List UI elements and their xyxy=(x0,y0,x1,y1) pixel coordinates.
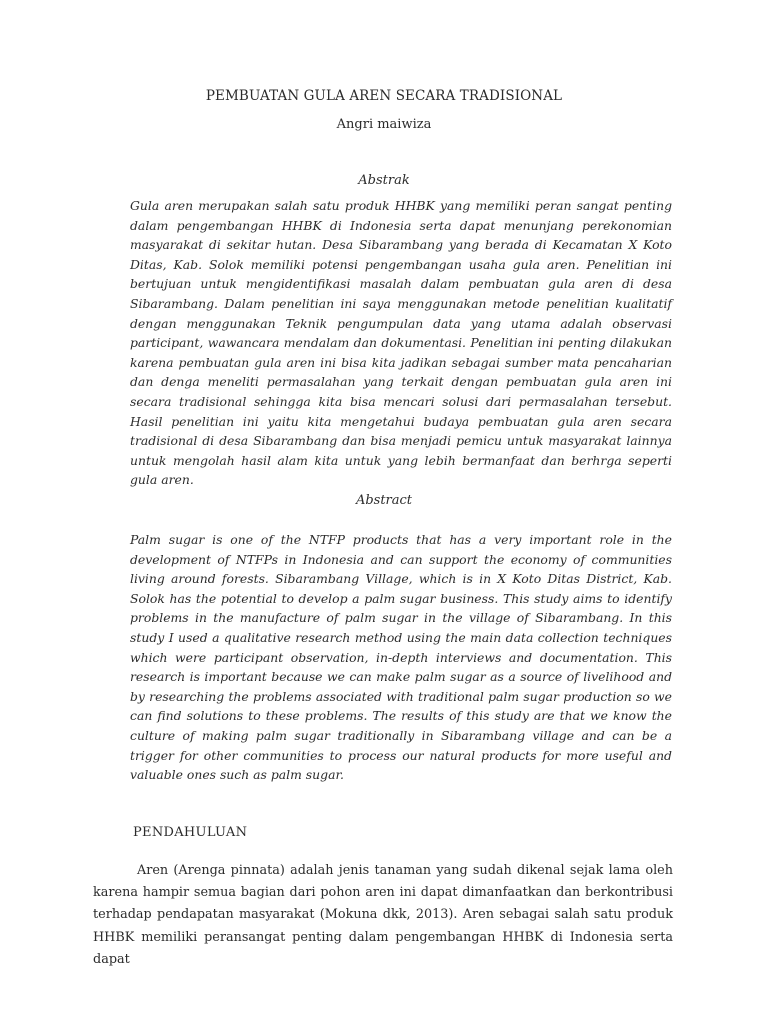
abstrak-heading: Abstrak xyxy=(358,173,410,188)
abstract-body: Palm sugar is one of the NTFP products that has a very important role in the development of NTFPs in Indonesia and can support the economy of communities living around forests. Sibarambang Village, which is in X Koto Ditas District, Kab. Solok has the potential to develop a palm sugar business. This study aims to identify problems in the manufacture of palm sugar in the village of Sibarambang. In this study I used a qualitative research method using the main data collection techniques which were participant observation, in-depth interviews and documentation. This research is important because we can make palm sugar as a source of livelihood and by researching the problems associated with traditional palm sugar production so we can find solutions to these problems. The results of this study are that we know the culture of making palm sugar traditionally in Sibarambang village and can be a trigger for other communities to process our natural products for more useful and valuable ones such as palm sugar. xyxy=(130,532,672,783)
abstract-heading: Abstract xyxy=(355,493,413,508)
pendahuluan-heading: PENDAHULUAN xyxy=(133,825,248,840)
paper-title: PEMBUATAN GULA AREN SECARA TRADISIONAL xyxy=(205,88,563,104)
author-name: Angri maiwiza xyxy=(336,117,432,132)
pendahuluan-body: Aren (Arenga pinnata) adalah jenis tanaman yang sudah dikenal sejak lama oleh karena hampir semua bagian dari pohon aren ini dapat dimanfaatkan dan berkontribusi terhadap pendapatan masyarakat (Mokuna dkk, 2013). Aren sebagai salah satu produk HHBK memiliki peransangat penting dalam pengembangan HHBK di Indonesia serta dapat xyxy=(93,863,673,967)
abstrak-body: Gula aren merupakan salah satu produk HHBK yang memiliki peran sangat penting dalam pengembangan HHBK di Indonesia serta dapat menunjang perekonomian masyarakat di sekitar hutan. Desa Sibarambang yang berada di Kecamatan X Koto Ditas, Kab. Solok memiliki potensi pengembangan usaha gula aren. Penelitian ini bertujuan untuk mengidentifikasi masalah dalam pembuatan gula aren di desa Sibarambang. Dalam penelitian ini saya menggunakan metode penelitian kualitatif dengan menggunakan Teknik pengumpulan data yang utama adalah observasi participant, wawancara mendalam dan dokumentasi. Penelitian ini penting dilakukan karena pembuatan gula aren ini bisa kita jadikan sebagai sumber mata pencaharian dan denga meneliti permasalahan yang terkait dengan pembuatan gula aren ini secara tradisional sehingga kita bisa mencari solusi dari permasalahan tersebut. Hasil penelitian ini yaitu kita mengetahui budaya pembuatan gula aren secara tradisional di desa Sibarambang dan bisa menjadi pemicu untuk masyarakat lainnya untuk mengolah hasil alam kita untuk yang lebih bermanfaat dan berhrga seperti gula aren. xyxy=(130,198,672,488)
